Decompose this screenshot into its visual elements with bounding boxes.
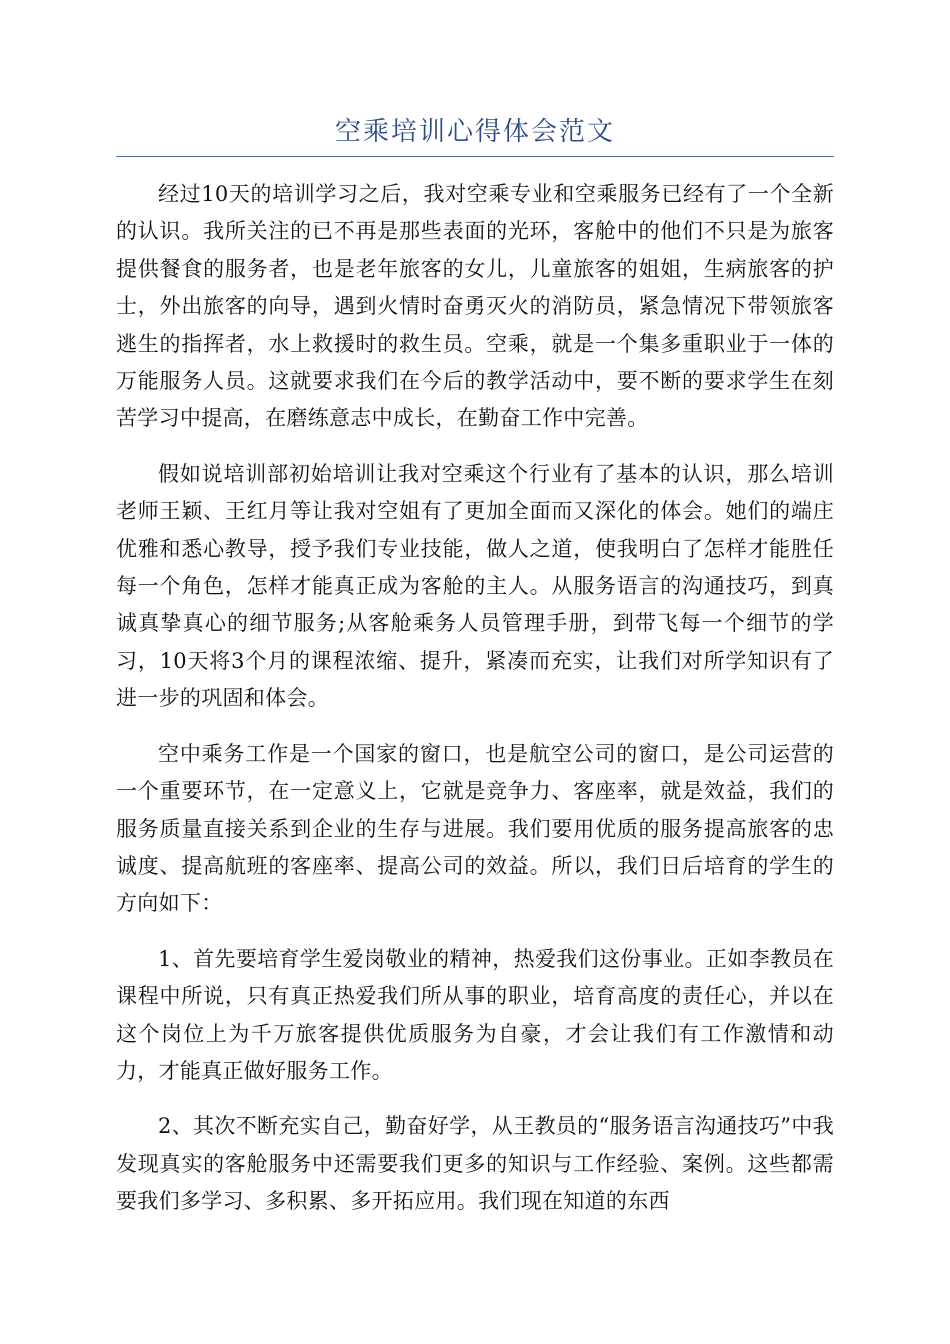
paragraph-3: 空中乘务工作是一个国家的窗口，也是航空公司的窗口，是公司运营的一个重要环节，在一定意义上，它就是竞争力、客座率，就是效益，我们的服务质量直接关系到企业的生存与进展。我们要用优质的服务提高旅客的忠诚度、提高航班的客座率、提高公司的效益。所以，我们日后培育的学生的方向如下： [116, 741, 834, 916]
document-title: 空乘培训心得体会范文 [334, 117, 615, 147]
paragraph-4: 1、首先要培育学生爱岗敬业的精神，热爱我们这份事业。正如李教员在课程中所说，只有真正热爱我们所从事的职业，培育高度的责任心，并以在这个岗位上为千万旅客提供优质服务为自豪，才会让我们有工作激情和动力，才能真正做好服务工作。 [116, 946, 834, 1083]
document-body [116, 176, 834, 1239]
title-block [116, 112, 834, 157]
paragraph-5: 2、其次不断充实自己，勤奋好学，从王教员的“服务语言沟通技巧”中我发现真实的客舱服务中还需要我们更多的知识与工作经验、案例。这些都需要我们多学习、多积累、多开拓应用。我们现在知道的东西 [116, 1114, 834, 1214]
paragraph-1: 经过10天的培训学习之后，我对空乘专业和空乘服务已经有了一个全新的认识。我所关注的已不再是那些表面的光环，客舱中的他们不只是为旅客提供餐食的服务者，也是老年旅客的女儿，儿童旅客的姐姐，生病旅客的护士，外出旅客的向导，遇到火情时奋勇灭火的消防员，紧急情况下带领旅客逃生的指挥者，水上救援时的救生员。空乘，就是一个集多重职业于一体的万能服务人员。这就要求我们在今后的教学活动中，要不断的要求学生在刻苦学习中提高，在磨练意志中成长，在勤奋工作中完善。 [116, 182, 834, 431]
paragraph-2: 假如说培训部初始培训让我对空乘这个行业有了基本的认识，那么培训老师王颖、王红月等让我对空姐有了更加全面而又深化的体会。她们的端庄优雅和悉心教导，授予我们专业技能，做人之道，使我明白了怎样才能胜任每一个角色，怎样才能真正成为客舱的主人。从服务语言的沟通技巧，到真诚真挚真心的细节服务;从客舱乘务人员管理手册，到带飞每一个细节的学习，10天将3个月的课程浓缩、提升，紧凑而充实，让我们对所学知识有了进一步的巩固和体会。 [116, 461, 834, 711]
